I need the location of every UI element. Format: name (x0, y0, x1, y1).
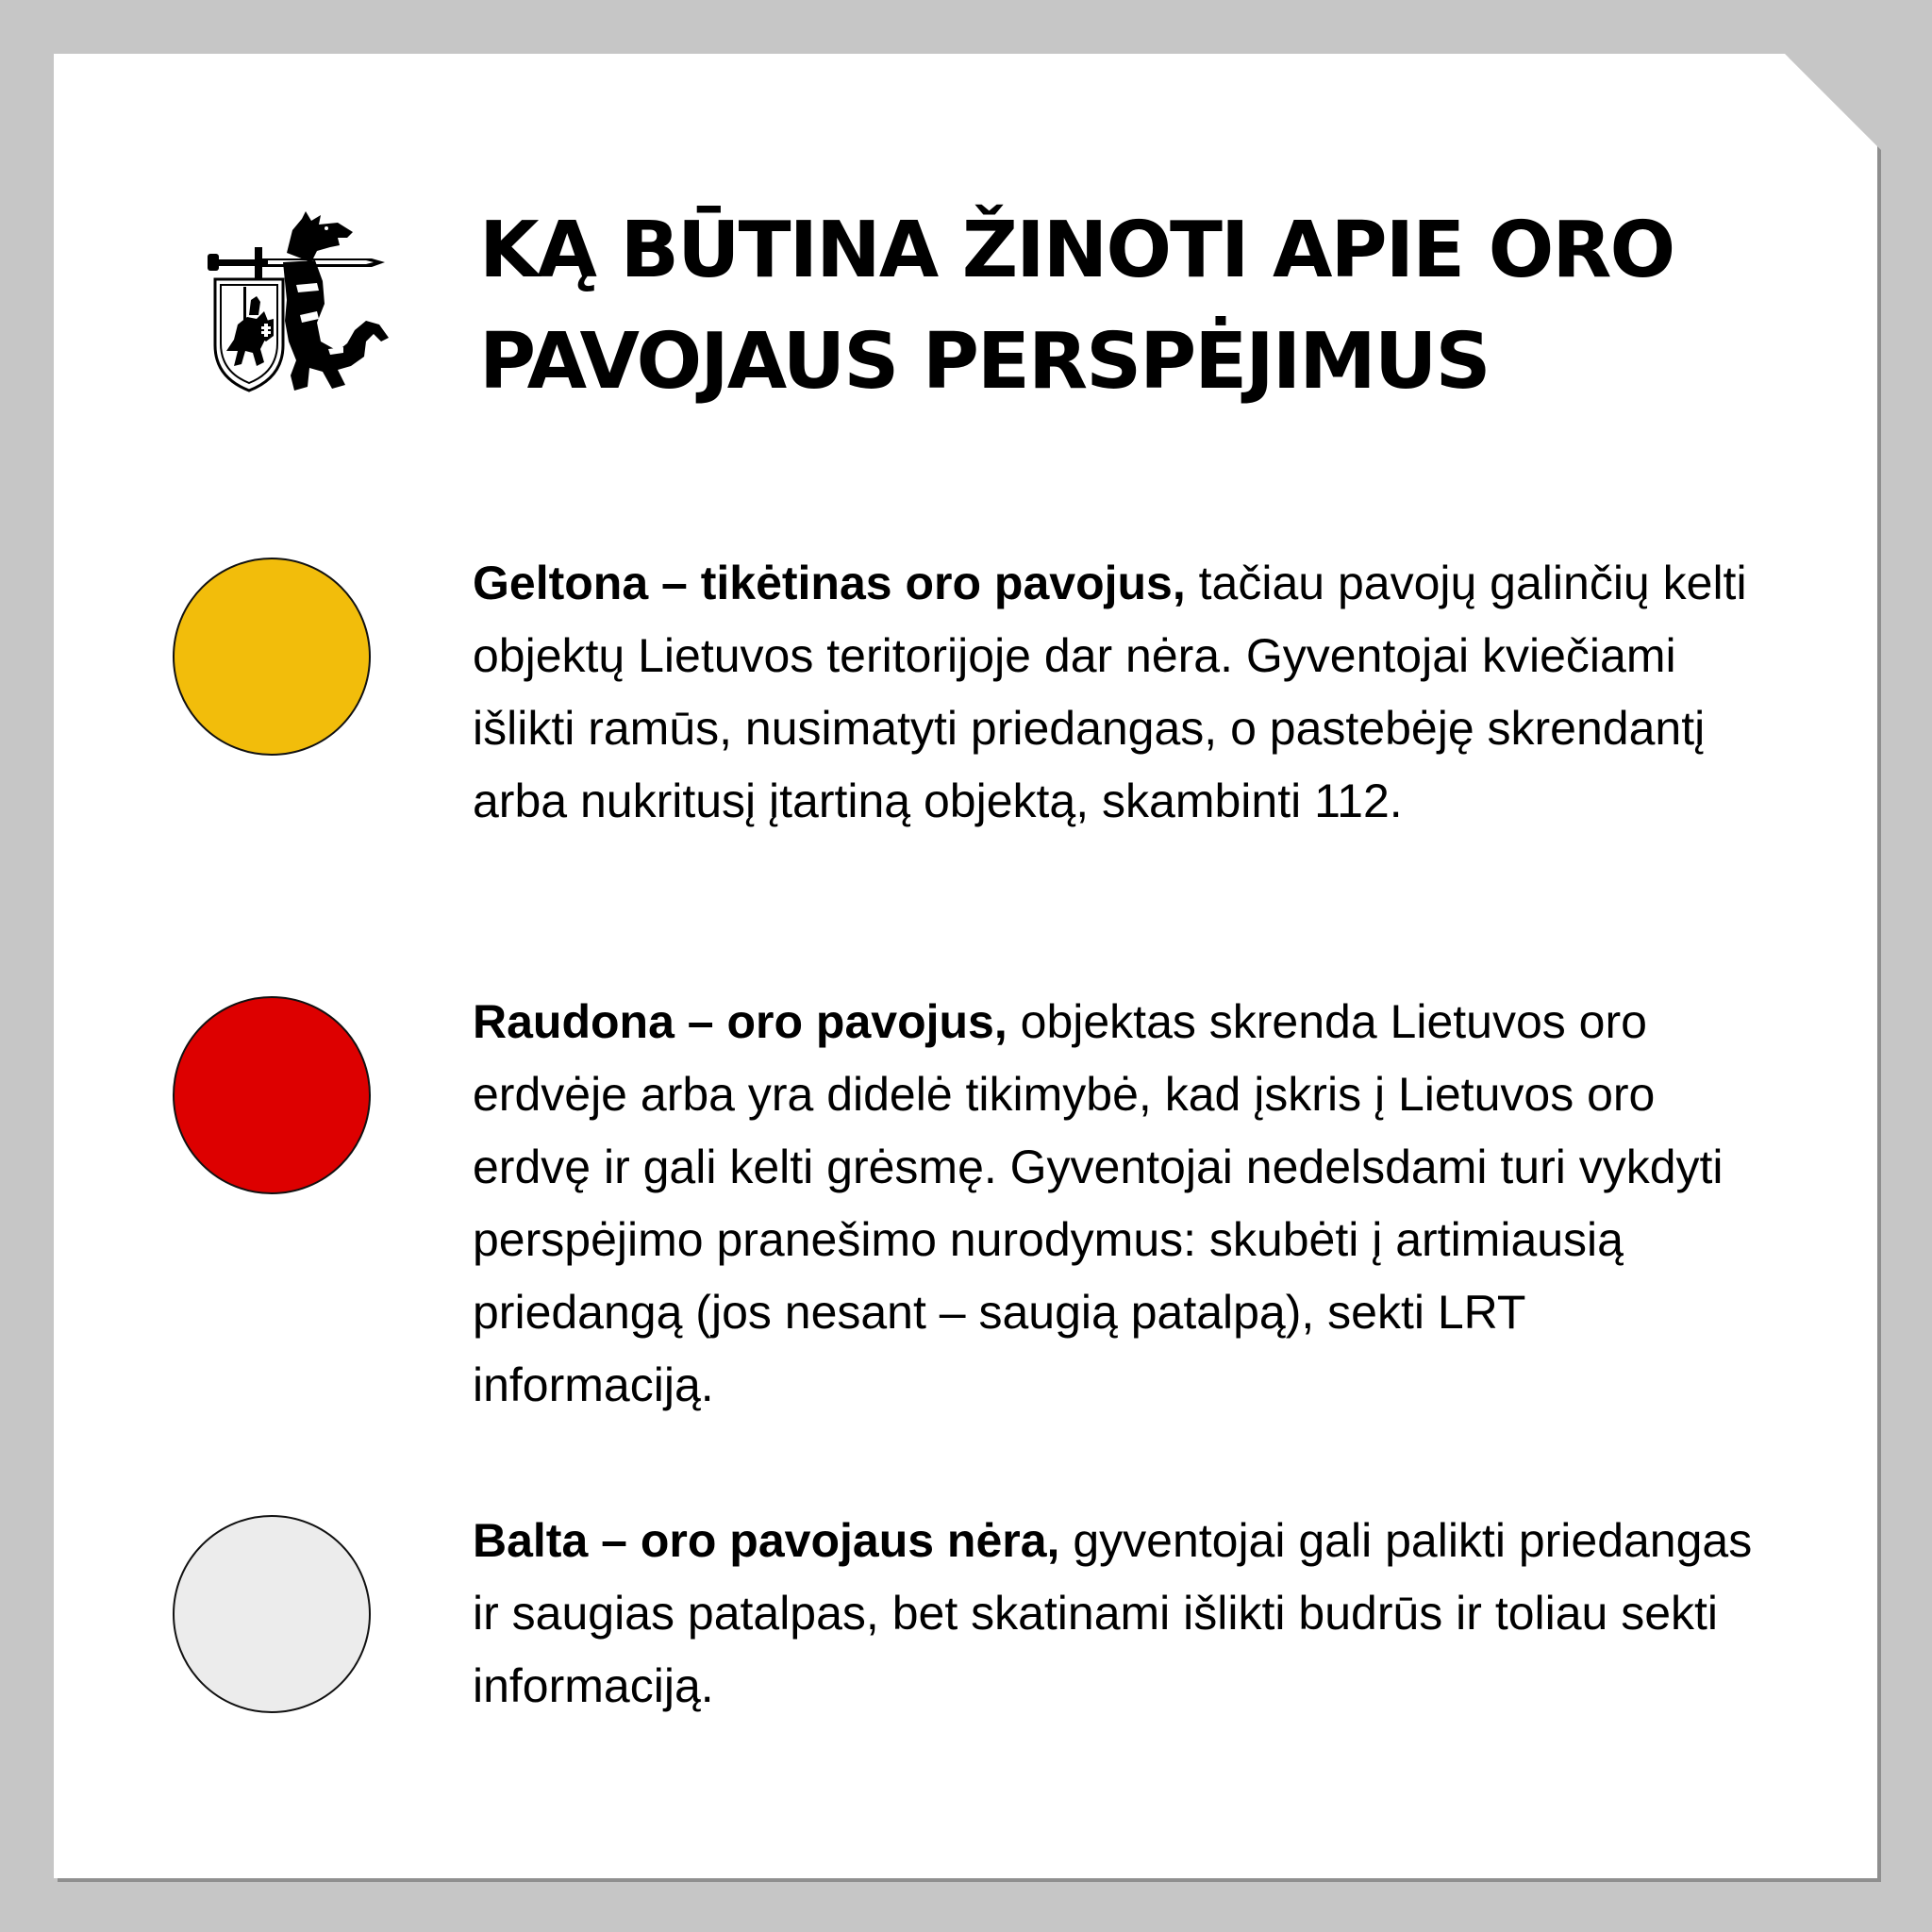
alert-description (473, 547, 1774, 838)
page-title: KĄ BŪTINA ŽINOTI APIE ORO PAVOJAUS PERSPĖJIMUS (479, 206, 1674, 407)
lithuanian-wolf-coat-of-arms-icon (206, 209, 394, 394)
alert-description (473, 1505, 1774, 1723)
alert-heading: Balta – oro pavojaus nėra, (473, 1514, 1060, 1567)
alert-body: objektas skrenda Lietuvos oro erdvėje arba yra didelė tikimybė, kad įskris į Lietuvos oro erdvę ir gali kelti grėsmę. Gyventojai nedelsdami turi vykdyti perspėjimo pranešimo nurodymus: skubėti į artimiausią priedangą (jos nesant – saugią patalpą), sekti LRT informaciją. (473, 995, 1724, 1411)
alert-body: gyventojai gali palikti priedangas ir saugias patalpas, bet skatinami išlikti budrūs ir toliau sekti informaciją. (473, 1514, 1753, 1712)
alert-heading: Raudona – oro pavojus, (473, 995, 1008, 1048)
red-circle-icon (173, 996, 371, 1194)
alert-heading: Geltona – tikėtinas oro pavojus, (473, 557, 1186, 609)
white-circle-icon (173, 1515, 371, 1713)
alert-description (473, 986, 1774, 1422)
alert-body: tačiau pavojų galinčių kelti objektų Lietuvos teritorijoje dar nėra. Gyventojai kviečiami išlikti ramūs, nusimatyti priedangas, o pastebėję skrendantį arba nukritusį įtartiną objektą, skambinti 112. (473, 557, 1747, 827)
yellow-circle-icon (173, 558, 371, 756)
